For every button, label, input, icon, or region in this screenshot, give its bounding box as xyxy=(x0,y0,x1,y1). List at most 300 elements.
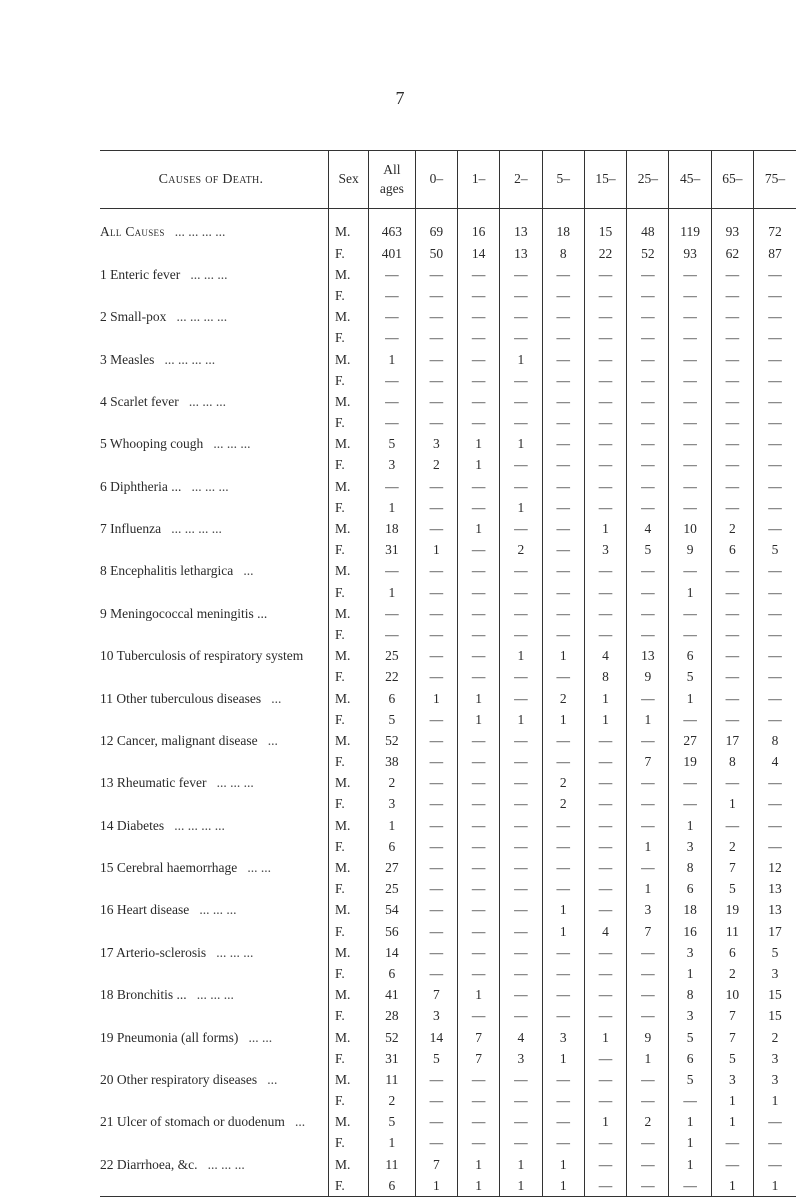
age-group-cell: — xyxy=(584,815,626,836)
sex-cell: F. xyxy=(328,455,368,476)
age-group-cell: — xyxy=(627,328,669,349)
age-group-cell: — xyxy=(627,773,669,794)
age-group-cell: — xyxy=(627,857,669,878)
age-group-cell: — xyxy=(584,773,626,794)
all-ages-cell: 5 xyxy=(369,434,416,455)
age-group-cell: — xyxy=(711,667,753,688)
age-group-cell: 1 xyxy=(457,985,499,1006)
sex-cell: F. xyxy=(328,709,368,730)
age-group-cell: — xyxy=(711,709,753,730)
age-group-cell: 1 xyxy=(669,1133,711,1154)
sex-cell: M. xyxy=(328,688,368,709)
age-group-cell: — xyxy=(584,349,626,370)
age-group-cell: 1 xyxy=(457,455,499,476)
table-row xyxy=(100,243,796,264)
cause-cell xyxy=(100,688,328,709)
cause-cell xyxy=(100,434,328,455)
age-group-cell: — xyxy=(627,1133,669,1154)
age-group-cell: — xyxy=(711,561,753,582)
header-age-0: 0– xyxy=(415,151,457,209)
sex-cell: M. xyxy=(328,434,368,455)
age-group-cell: — xyxy=(627,730,669,751)
age-group-cell: — xyxy=(542,1091,584,1112)
age-group-cell: — xyxy=(542,963,584,984)
age-group-cell: — xyxy=(627,561,669,582)
age-group-cell: 7 xyxy=(415,1154,457,1175)
sex-cell: M. xyxy=(328,603,368,624)
age-group-cell: 1 xyxy=(627,836,669,857)
table-row xyxy=(100,773,796,794)
age-group-cell: 10 xyxy=(669,518,711,539)
age-group-cell: — xyxy=(584,434,626,455)
all-ages-cell: 2 xyxy=(369,773,416,794)
age-group-cell: — xyxy=(669,455,711,476)
leader-dots: ... ... ... xyxy=(213,436,251,452)
age-group-cell: 1 xyxy=(627,709,669,730)
header-all-ages xyxy=(369,151,416,209)
all-ages-cell: 1 xyxy=(369,497,416,518)
cause-cell xyxy=(100,963,328,984)
table-row xyxy=(100,1006,796,1027)
age-group-cell: — xyxy=(754,1112,796,1133)
table-row xyxy=(100,667,796,688)
age-group-cell: 2 xyxy=(711,963,753,984)
age-group-cell: — xyxy=(457,646,499,667)
table-row xyxy=(100,370,796,391)
age-group-cell: — xyxy=(584,413,626,434)
sex-cell: F. xyxy=(328,540,368,561)
all-ages-cell: 31 xyxy=(369,1048,416,1069)
age-group-cell: — xyxy=(542,328,584,349)
age-group-cell: — xyxy=(415,667,457,688)
age-group-cell: 10 xyxy=(711,985,753,1006)
age-group-cell: — xyxy=(500,879,542,900)
age-group-cell: 5 xyxy=(669,1069,711,1090)
table-row xyxy=(100,794,796,815)
age-group-cell: 3 xyxy=(754,1048,796,1069)
leader-dots: ... ... ... xyxy=(190,266,228,282)
age-group-cell: 2 xyxy=(542,773,584,794)
sex-cell: F. xyxy=(328,370,368,391)
cause-name: 18 Bronchitis ... xyxy=(100,987,187,1003)
all-ages-cell: 401 xyxy=(369,243,416,264)
table-row xyxy=(100,1027,796,1048)
age-group-cell: — xyxy=(542,476,584,497)
age-group-cell: — xyxy=(542,730,584,751)
age-group-cell: 1 xyxy=(500,349,542,370)
table-row xyxy=(100,1133,796,1154)
all-ages-cell: 28 xyxy=(369,1006,416,1027)
age-group-cell: — xyxy=(584,836,626,857)
age-group-cell: — xyxy=(457,794,499,815)
age-group-cell: — xyxy=(457,752,499,773)
age-group-cell: — xyxy=(542,879,584,900)
all-ages-cell: 463 xyxy=(369,209,416,244)
age-group-cell: 93 xyxy=(669,243,711,264)
cause-cell xyxy=(100,1112,328,1133)
age-group-cell: — xyxy=(627,624,669,645)
age-group-cell: 3 xyxy=(500,1048,542,1069)
age-group-cell: 9 xyxy=(627,1027,669,1048)
age-group-cell: — xyxy=(584,476,626,497)
table-row xyxy=(100,518,796,539)
age-group-cell: — xyxy=(415,963,457,984)
age-group-cell: — xyxy=(669,413,711,434)
age-group-cell: — xyxy=(415,857,457,878)
age-group-cell: — xyxy=(627,603,669,624)
age-group-cell: — xyxy=(457,857,499,878)
all-ages-cell: 6 xyxy=(369,963,416,984)
age-group-cell: 8 xyxy=(711,752,753,773)
age-group-cell: 3 xyxy=(415,434,457,455)
age-group-cell: — xyxy=(457,413,499,434)
sex-cell: M. xyxy=(328,857,368,878)
sex-cell: F. xyxy=(328,921,368,942)
age-group-cell: 17 xyxy=(711,730,753,751)
age-group-cell: — xyxy=(754,794,796,815)
all-ages-cell: 41 xyxy=(369,985,416,1006)
cause-cell xyxy=(100,561,328,582)
age-group-cell: — xyxy=(627,942,669,963)
age-group-cell: 1 xyxy=(584,1027,626,1048)
age-group-cell: 1 xyxy=(415,540,457,561)
age-group-cell: — xyxy=(754,1154,796,1175)
leader-dots: ... ... ... ... xyxy=(176,309,228,325)
age-group-cell: — xyxy=(584,285,626,306)
age-group-cell: — xyxy=(669,497,711,518)
age-group-cell: — xyxy=(500,752,542,773)
sex-cell: F. xyxy=(328,582,368,603)
age-group-cell: — xyxy=(457,285,499,306)
age-group-cell: — xyxy=(669,624,711,645)
age-group-cell: — xyxy=(457,476,499,497)
age-group-cell: — xyxy=(754,582,796,603)
age-group-cell: 1 xyxy=(754,1091,796,1112)
age-group-cell: — xyxy=(711,413,753,434)
age-group-cell: — xyxy=(500,476,542,497)
age-group-cell: — xyxy=(500,307,542,328)
age-group-cell: 15 xyxy=(584,209,626,244)
cause-name: 16 Heart disease xyxy=(100,902,190,918)
age-group-cell: 15 xyxy=(754,1006,796,1027)
all-ages-cell: 11 xyxy=(369,1069,416,1090)
all-ages-cell: 31 xyxy=(369,540,416,561)
age-group-cell: — xyxy=(584,1006,626,1027)
mortality-table xyxy=(100,150,796,1197)
age-group-cell: 3 xyxy=(627,900,669,921)
age-group-cell: — xyxy=(711,349,753,370)
leader-dots: ... ... ... xyxy=(191,478,229,494)
age-group-cell: — xyxy=(584,328,626,349)
sex-cell: F. xyxy=(328,667,368,688)
age-group-cell: 1 xyxy=(669,688,711,709)
age-group-cell: 3 xyxy=(754,963,796,984)
age-group-cell: 4 xyxy=(584,921,626,942)
age-group-cell: 7 xyxy=(627,921,669,942)
all-ages-cell: 18 xyxy=(369,518,416,539)
leader-dots: ... ... ... xyxy=(199,902,237,918)
age-group-cell: 1 xyxy=(669,963,711,984)
age-group-cell: — xyxy=(627,815,669,836)
age-group-cell: 16 xyxy=(669,921,711,942)
all-ages-cell: — xyxy=(369,328,416,349)
age-group-cell: — xyxy=(711,328,753,349)
age-group-cell: — xyxy=(754,518,796,539)
age-group-cell: 1 xyxy=(457,1154,499,1175)
age-group-cell: — xyxy=(584,1069,626,1090)
age-group-cell: — xyxy=(584,900,626,921)
age-group-cell: — xyxy=(754,307,796,328)
leader-dots: ... xyxy=(243,563,254,579)
age-group-cell: — xyxy=(627,285,669,306)
age-group-cell: — xyxy=(542,540,584,561)
leader-dots: ... xyxy=(267,1071,278,1087)
cause-cell xyxy=(100,582,328,603)
age-group-cell: — xyxy=(415,836,457,857)
cause-cell xyxy=(100,709,328,730)
age-group-cell: 1 xyxy=(711,1112,753,1133)
cause-cell xyxy=(100,370,328,391)
age-group-cell: 22 xyxy=(584,243,626,264)
age-group-cell: 1 xyxy=(500,497,542,518)
cause-cell xyxy=(100,730,328,751)
age-group-cell: 6 xyxy=(711,942,753,963)
all-ages-cell: — xyxy=(369,285,416,306)
age-group-cell: — xyxy=(415,497,457,518)
age-group-cell: 1 xyxy=(542,709,584,730)
table-row xyxy=(100,900,796,921)
age-group-cell: 1 xyxy=(711,1175,753,1197)
age-group-cell: 2 xyxy=(754,1027,796,1048)
age-group-cell: — xyxy=(415,794,457,815)
cause-cell xyxy=(100,497,328,518)
table-body xyxy=(100,209,796,1197)
all-ages-cell: 11 xyxy=(369,1154,416,1175)
age-group-cell: — xyxy=(457,1091,499,1112)
age-group-cell: — xyxy=(542,518,584,539)
age-group-cell: 4 xyxy=(754,752,796,773)
sex-cell: M. xyxy=(328,307,368,328)
leader-dots: ... xyxy=(294,1114,306,1130)
all-ages-cell: 22 xyxy=(369,667,416,688)
table-row xyxy=(100,1069,796,1090)
cause-name: 13 Rheumatic fever xyxy=(100,775,207,791)
age-group-cell: — xyxy=(669,794,711,815)
leader-dots: ... ... ... ... xyxy=(174,224,226,239)
age-group-cell: — xyxy=(500,264,542,285)
age-group-cell: — xyxy=(669,709,711,730)
age-group-cell: — xyxy=(669,328,711,349)
age-group-cell: — xyxy=(711,773,753,794)
age-group-cell: — xyxy=(500,794,542,815)
age-group-cell: 7 xyxy=(627,752,669,773)
age-group-cell: 5 xyxy=(415,1048,457,1069)
age-group-cell: — xyxy=(584,1175,626,1197)
age-group-cell: — xyxy=(584,985,626,1006)
age-group-cell: — xyxy=(457,815,499,836)
age-group-cell: — xyxy=(711,815,753,836)
table-row xyxy=(100,391,796,412)
sex-cell: F. xyxy=(328,624,368,645)
all-ages-cell: — xyxy=(369,413,416,434)
sex-cell: M. xyxy=(328,773,368,794)
age-group-cell: — xyxy=(669,349,711,370)
table-row xyxy=(100,476,796,497)
age-group-cell: — xyxy=(542,497,584,518)
age-group-cell: — xyxy=(542,349,584,370)
age-group-cell: — xyxy=(415,307,457,328)
all-ages-cell: 54 xyxy=(369,900,416,921)
leader-dots: ... xyxy=(271,690,282,706)
age-group-cell: 1 xyxy=(457,518,499,539)
cause-cell xyxy=(100,391,328,412)
age-group-cell: — xyxy=(627,264,669,285)
table-row xyxy=(100,1048,796,1069)
age-group-cell: — xyxy=(415,413,457,434)
cause-name: 1 Enteric fever xyxy=(100,266,181,282)
age-group-cell: 5 xyxy=(711,879,753,900)
age-group-cell: — xyxy=(754,815,796,836)
age-group-cell: 1 xyxy=(457,1175,499,1197)
table-row xyxy=(100,857,796,878)
cause-cell xyxy=(100,603,328,624)
age-group-cell: 1 xyxy=(500,709,542,730)
age-group-cell: — xyxy=(584,264,626,285)
age-group-cell: 1 xyxy=(415,1175,457,1197)
age-group-cell: 1 xyxy=(542,921,584,942)
age-group-cell: 18 xyxy=(669,900,711,921)
age-group-cell: — xyxy=(500,582,542,603)
age-group-cell: — xyxy=(457,349,499,370)
sex-cell: F. xyxy=(328,1133,368,1154)
age-group-cell: — xyxy=(711,391,753,412)
table-row xyxy=(100,209,796,244)
age-group-cell: 1 xyxy=(669,1154,711,1175)
age-group-cell: — xyxy=(500,900,542,921)
all-ages-cell: 1 xyxy=(369,582,416,603)
age-group-cell: — xyxy=(415,942,457,963)
leader-dots: ... ... ... xyxy=(216,944,254,960)
all-ages-cell: — xyxy=(369,624,416,645)
cause-name: 5 Whooping cough xyxy=(100,436,204,452)
leader-dots: ... ... xyxy=(247,860,271,876)
age-group-cell: — xyxy=(754,413,796,434)
age-group-cell: — xyxy=(584,942,626,963)
cause-cell xyxy=(100,815,328,836)
table-header-row xyxy=(100,151,796,209)
age-group-cell: — xyxy=(627,413,669,434)
age-group-cell: — xyxy=(542,667,584,688)
age-group-cell: — xyxy=(627,1175,669,1197)
cause-cell xyxy=(100,752,328,773)
cause-cell xyxy=(100,349,328,370)
age-group-cell: — xyxy=(500,561,542,582)
header-sex: Sex xyxy=(328,151,368,209)
age-group-cell: — xyxy=(711,624,753,645)
age-group-cell: 1 xyxy=(584,518,626,539)
sex-cell: F. xyxy=(328,328,368,349)
table-row xyxy=(100,603,796,624)
age-group-cell: — xyxy=(754,455,796,476)
age-group-cell: — xyxy=(542,942,584,963)
age-group-cell: — xyxy=(627,455,669,476)
age-group-cell: — xyxy=(500,1091,542,1112)
age-group-cell: — xyxy=(500,518,542,539)
age-group-cell: 3 xyxy=(542,1027,584,1048)
sex-cell: M. xyxy=(328,942,368,963)
age-group-cell: — xyxy=(754,434,796,455)
age-group-cell: — xyxy=(584,879,626,900)
age-group-cell: — xyxy=(415,773,457,794)
sex-cell: F. xyxy=(328,752,368,773)
age-group-cell: — xyxy=(500,688,542,709)
age-group-cell: — xyxy=(584,391,626,412)
age-group-cell: 1 xyxy=(500,1154,542,1175)
table-row xyxy=(100,730,796,751)
age-group-cell: — xyxy=(542,455,584,476)
age-group-cell: 2 xyxy=(627,1112,669,1133)
age-group-cell: — xyxy=(542,985,584,1006)
table-row xyxy=(100,815,796,836)
cause-name: 14 Diabetes xyxy=(100,817,165,833)
header-age-2: 2– xyxy=(500,151,542,209)
cause-cell xyxy=(100,518,328,539)
age-group-cell: 5 xyxy=(669,1027,711,1048)
header-age-5: 5– xyxy=(542,151,584,209)
age-group-cell: — xyxy=(542,370,584,391)
age-group-cell: — xyxy=(542,285,584,306)
age-group-cell: 119 xyxy=(669,209,711,244)
age-group-cell: — xyxy=(500,963,542,984)
all-ages-cell: — xyxy=(369,603,416,624)
age-group-cell: — xyxy=(627,391,669,412)
page-number: 7 xyxy=(395,88,405,108)
all-ages-cell: 1 xyxy=(369,815,416,836)
age-group-cell: — xyxy=(457,921,499,942)
age-group-cell: — xyxy=(627,370,669,391)
age-group-cell: 50 xyxy=(415,243,457,264)
age-group-cell: 5 xyxy=(627,540,669,561)
age-group-cell: 5 xyxy=(754,942,796,963)
cause-name: 15 Cerebral haemorrhage xyxy=(100,860,238,876)
table-row xyxy=(100,1091,796,1112)
age-group-cell: — xyxy=(627,349,669,370)
sex-cell: F. xyxy=(328,963,368,984)
age-group-cell: — xyxy=(542,391,584,412)
age-group-cell: — xyxy=(627,434,669,455)
age-group-cell: — xyxy=(711,370,753,391)
cause-name: 3 Measles xyxy=(100,351,155,367)
leader-dots: ... ... ... xyxy=(216,775,254,791)
age-group-cell: — xyxy=(669,561,711,582)
age-group-cell: — xyxy=(754,561,796,582)
age-group-cell: — xyxy=(415,349,457,370)
age-group-cell: 1 xyxy=(542,1175,584,1197)
age-group-cell: — xyxy=(415,921,457,942)
age-group-cell: 7 xyxy=(711,1006,753,1027)
age-group-cell: — xyxy=(584,1154,626,1175)
age-group-cell: — xyxy=(542,603,584,624)
age-group-cell: — xyxy=(627,1069,669,1090)
age-group-cell: 8 xyxy=(542,243,584,264)
table-row xyxy=(100,921,796,942)
cause-name: 20 Other respiratory diseases xyxy=(100,1071,258,1087)
age-group-cell: 1 xyxy=(542,900,584,921)
sex-cell: F. xyxy=(328,1048,368,1069)
sex-cell: M. xyxy=(328,209,368,244)
age-group-cell: 72 xyxy=(754,209,796,244)
cause-name: 21 Ulcer of stomach or duodenum xyxy=(100,1114,285,1130)
